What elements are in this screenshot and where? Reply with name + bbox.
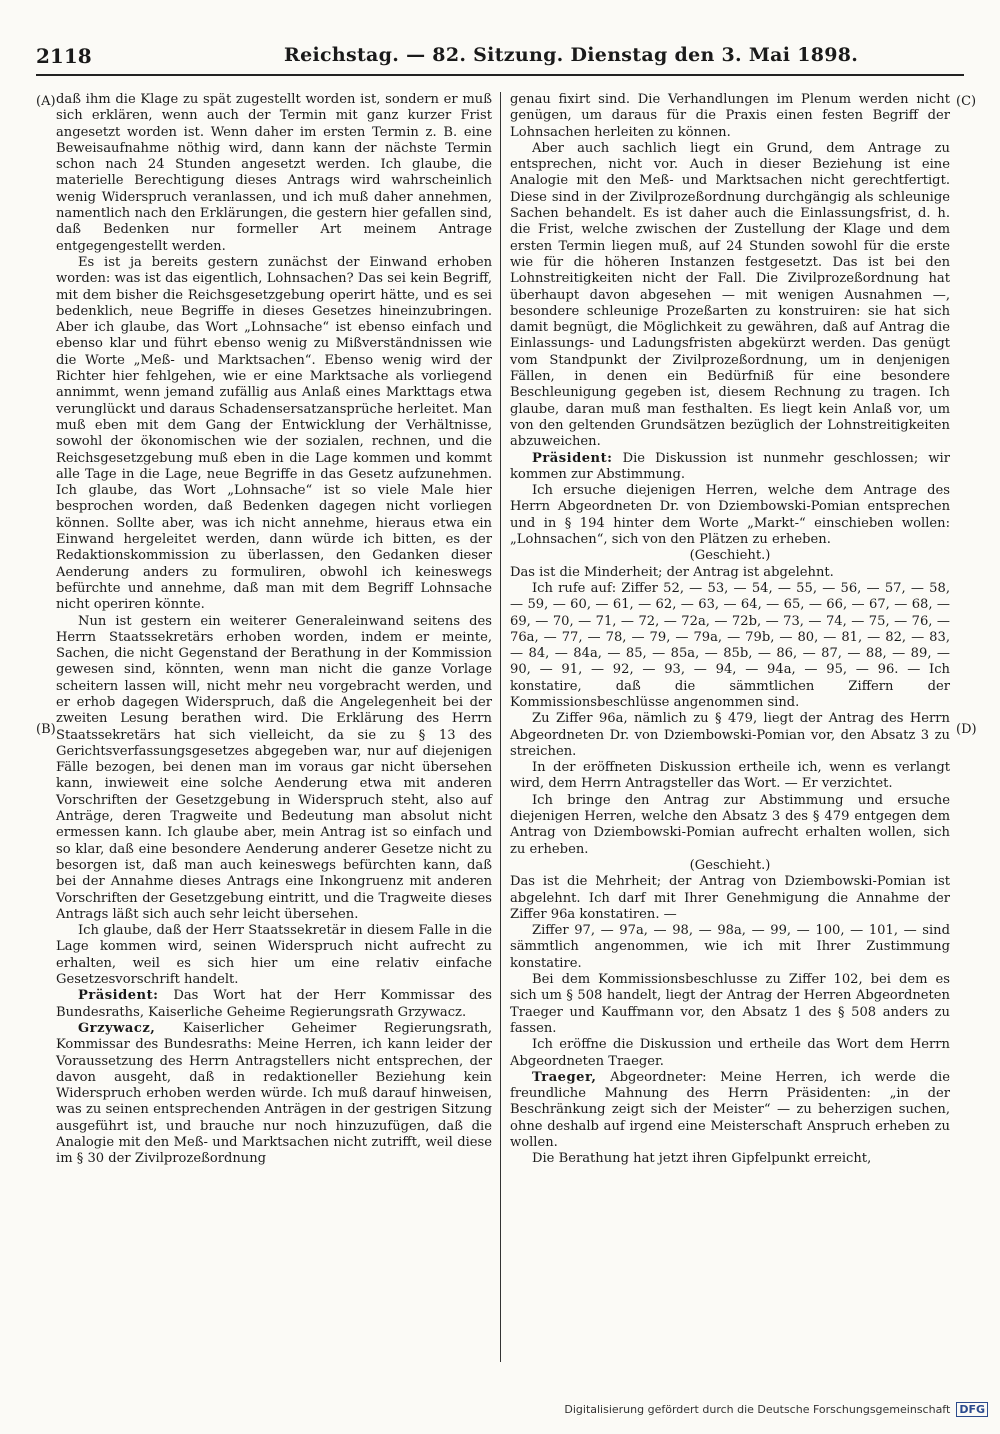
running-title: Reichstag. — 82. Sitzung. Dienstag den 3. Mai 1898.: [284, 44, 859, 66]
paragraph: Die Berathung hat jetzt ihren Gipfelpunkt erreicht,: [532, 1151, 872, 1167]
paragraph: Ich glaube, daß der Herr Staatssekretär in diesem Falle in die Lage kommen wird, seinen Widerspruch nicht aufrecht zu erhalten, weil es sich hier um eine relativ einfache Gesetzesvorschrift handelt.: [56, 923, 492, 988]
paragraph: Ich bringe den Antrag zur Abstimmung und ersuche diejenigen Herren, welche den Absatz 3 des § 479 entgegen dem Antrag von Dziembowski-Pomian aufrecht erhalten wollen, sich zu erheben.: [510, 792, 950, 857]
margin-marker-b: (B): [36, 722, 56, 737]
column-divider: [500, 92, 501, 1362]
paragraph: Das ist die Minderheit; der Antrag ist abgelehnt.: [510, 564, 834, 580]
digitization-footer: [564, 1402, 988, 1417]
paragraph: [56, 988, 492, 1021]
speaker-name: Präsident:: [532, 450, 613, 466]
speech-text: Das Wort hat der Herr Kommissar des Bundesraths, Kaiserliche Geheime Regierungsrath Grzywacz.: [56, 988, 493, 1020]
page-header: [36, 44, 996, 74]
left-column: [56, 92, 492, 1168]
paragraph: Zu Ziffer 96a, nämlich zu § 479, liegt der Antrag des Herrn Abgeordneten Dr. von Dziembowski-Pomian vor, den Absatz 3 zu streichen.: [510, 711, 950, 759]
speech-text: Die Diskussion ist nunmehr geschlossen; wir kommen zur Abstimmung.: [510, 450, 950, 482]
paragraph: Ich rufe auf: Ziffer 52, — 53, — 54, — 55, — 56, — 57, — 58, — 59, — 60, — 61, — 62, — 63, — 64, — 65, — 66, — 67, — 68, — 69, — 70, — 71, — 72, — 72a, — 72b, — 73, — 74, — 75, — 76, — 76a, — 77, — 78, — 79, — 79a, — 79b, — 80, — 81, — 82, — 83, — 84, — 84a, — 85, — 85a, — 85b, — 86, — 87, — 88, — 89, — 90, — 91, — 92, — 93, — 94, — 94a, — 95, — 96. — Ich konstatire, daß die sämmtlichen Ziffern der Kommissionsbeschlüsse angenommen sind.: [510, 580, 950, 710]
paragraph: [510, 1070, 950, 1151]
margin-marker-a: (A): [36, 94, 56, 109]
speaker-name: Traeger,: [532, 1069, 597, 1085]
footer-text: Digitalisierung gefördert durch die Deutsche Forschungsgemeinschaft: [564, 1403, 951, 1416]
paragraph: [510, 451, 950, 484]
margin-marker-c: (C): [956, 94, 977, 109]
paragraph: Ziffer 97, — 97a, — 98, — 98a, — 99, — 100, — 101, — sind sämmtlich angenommen, wie ich mit Ihrer Zustimmung konstatire.: [510, 923, 950, 971]
speech-text: Abgeordneter: Meine Herren, ich werde die freundliche Mahnung des Herrn Präsidenten: „in der Beschränkung zeigt sich der Meister“ — zu beherzigen suchen, ohne deshalb auf irgend eine Meisterschaft Anspruch erheben zu wollen.: [510, 1069, 950, 1150]
paragraph: Aber auch sachlich liegt ein Grund, dem Antrage zu entsprechen, nicht vor. Auch in dieser Beziehung ist eine Analogie mit den Meß- und Marktsachen nicht gerechtfertigt. Diese sind in der Zivilprozeßordnung durchgängig als schleunige Sachen behandelt. Es ist daher auch die Einlassungsfrist, d. h. die Frist, welche zwischen der Zustellung der Klage und dem ersten Termin liegen muß, auf 24 Stunden sowohl für die erste wie für die höheren Instanzen festgesetzt. Das ist bei den Lohnstreitigkeiten nicht der Fall. Die Zivilprozeßordnung hat überhaupt davon abgesehen — mit wenigen Ausnahmen —, besondere schleunige Prozeßarten zu konstruiren: sie hat sich damit begnügt, die Möglichkeit zu gewähren, daß auf Antrag die Einlassungs- und Ladungsfristen abgekürzt werden. Das genügt vom Standpunkt der Zivilprozeßordnung, um in denjenigen Fällen, in denen ein Bedürfniß für eine besondere Beschleunigung gegeben ist, diesem Rechnung zu tragen. Ich glaube, daran muß man festhalten. Es liegt kein Anlaß vor, um von den geltenden Grundsätzen bezüglich der Lohnstreitigkeiten abzuweichen.: [510, 140, 950, 450]
stage-direction: (Geschieht.): [689, 857, 771, 873]
header-rule: [36, 74, 964, 76]
paragraph: Ich eröffne die Diskussion und ertheile das Wort dem Herrn Abgeordneten Traeger.: [510, 1037, 950, 1069]
page-number: 2118: [36, 44, 92, 68]
paragraph: Ich ersuche diejenigen Herren, welche dem Antrage des Herrn Abgeordneten Dr. von Dziembowski-Pomian entsprechen und in § 194 hinter dem Worte „Markt-“ einschieben wollen: „Lohnsachen“, sich von den Plätzen zu erheben.: [510, 483, 950, 548]
paragraph: Es ist ja bereits gestern zunächst der Einwand erhoben worden: was ist das eigentlich, Lohnsachen? Das sei kein Begriff, mit dem bisher die Reichsgesetzgebung operirt hätte, und es sei bedenklich, neue Begriffe in dieses Gesetzes hineinzubringen. Aber ich glaube, das Wort „Lohnsache“ ist ebenso einfach und ebenso klar und führt ebenso wenig zu Mißverständnissen wie die Worte „Meß- und Marktsachen“. Ebenso wenig wird der Richter hier fehlgehen, wie er eine Marktsache als vorliegend annimmt, wenn jemand zufällig aus Anlaß eines Markttags etwa verunglückt und daraus Schadensersatzansprüche herleitet. Man muß eben mit dem Gang der Entwicklung der Verhältnisse, sowohl der ökonomischen wie der sozialen, rechnen, und die Reichsgesetzgebung muß eben in die Lage kommen und kommt alle Tage in die Lage, neue Begriffe in das Gesetz aufzunehmen. Ich glaube, das Wort „Lohnsache“ ist so viele Male hier besprochen worden, daß Bedenken dagegen nicht vorliegen können. Sollte aber, was ich nicht annehme, hieraus etwa ein Einwand hergeleitet werden, dann würde ich bitten, es der Redaktionskommission zu überlassen, den Gedanken dieser Aenderung anders zu formuliren, obwohl ich keineswegs befürchte und annehme, daß man mit dem Begriff Lohnsache nicht operiren könnte.: [56, 254, 492, 613]
paragraph: genau fixirt sind. Die Verhandlungen im Plenum werden nicht genügen, um daraus für die Praxis einen festen Begriff der Lohnsachen herleiten zu können.: [510, 92, 950, 140]
paragraph: Nun ist gestern ein weiterer Generaleinwand seitens des Herrn Staatssekretärs erhoben worden, indem er meinte, Sachen, die nicht Gegenstand der Berathung in der Kommission gewesen sind, könnten, wenn man nicht die ganze Vorlage scheitern lassen will, nicht mehr neu vorgebracht werden, und er erhob dagegen Widerspruch, daß die Angelegenheit bei der zweiten Lesung berathen wird. Die Erklärung des Herrn Staatssekretärs hat sich vielleicht, da sie zu § 13 des Gerichtsverfassungsgesetzes abgegeben war, nur auf diejenigen Fälle bezogen, bei denen man im voraus gar nicht übersehen kann, inwieweit eine solche Aenderung etwa mit anderen Vorschriften der Gesetzgebung in Widerspruch steht, also auf Anträge, deren Tragweite und Bedeutung man absolut nicht ermessen kann. Ich glaube aber, mein Antrag ist so einfach und so klar, daß eine besondere Aenderung anderer Gesetze nicht zu besorgen ist, daß man auch keineswegs befürchten kann, daß bei der Annahme dieses Antrags eine Inkongruenz mit anderen Vorschriften der Gesetzgebung eintritt, und die Tragweite dieses Antrags läßt sich auch sehr leicht übersehen.: [56, 613, 492, 922]
paragraph: In der eröffneten Diskussion ertheile ich, wenn es verlangt wird, dem Herrn Antragsteller das Wort. — Er verzichtet.: [510, 760, 950, 792]
speech-text: Kaiserlicher Geheimer Regierungsrath, Kommissar des Bundesraths: Meine Herren, ich kann leider der Voraussetzung des Herrn Antragstellers nicht entsprechen, der davon ausgeht, daß in redaktioneller Beziehung kein Widerspruch erhoben werden würde. Ich muß darauf hinweisen, was zu seinen entsprechenden Anträgen in der gestrigen Sitzung ausgeführt ist, und brauche nur noch hinzuzufügen, daß die Analogie mit den Meß- und Marktsachen nicht zutrifft, weil diese im § 30 der Zivilprozeßordnung: [56, 1020, 492, 1167]
paragraph: daß ihm die Klage zu spät zugestellt worden ist, sondern er muß sich erklären, wenn auch der Termin mit ganz kurzer Frist angesetzt worden ist. Wenn daher im ersten Termin z. B. eine Beweisaufnahme nöthig wird, dann kann der nächste Termin schon nach 24 Stunden angesetzt werden. Ich glaube, die materielle Berechtigung dieses Antrags wird wahrscheinlich wenig Widerspruch veranlassen, und ich muß daher annehmen, namentlich nach den Erklärungen, die gestern hier gefallen sind, daß Bedenken nur formeller Art meinem Antrage entgegengestellt werden.: [56, 92, 492, 254]
right-column: [510, 92, 950, 1168]
dfg-logo: DFG: [956, 1402, 988, 1417]
paragraph: [56, 1021, 492, 1168]
speaker-name: Präsident:: [78, 988, 159, 1004]
margin-marker-d: (D): [956, 722, 977, 737]
paragraph: Bei dem Kommissionsbeschlusse zu Ziffer 102, bei dem es sich um § 508 handelt, liegt der Antrag der Herren Abgeordneten Traeger und Kauffmann vor, den Absatz 1 des § 508 anders zu fassen.: [510, 972, 950, 1036]
stage-direction: (Geschieht.): [689, 548, 771, 564]
speaker-name: Grzywacz,: [78, 1020, 156, 1036]
paragraph: Das ist die Mehrheit; der Antrag von Dziembowski-Pomian ist abgelehnt. Ich darf mit Ihrer Genehmigung die Annahme der Ziffer 96a konstatiren. —: [510, 874, 950, 922]
